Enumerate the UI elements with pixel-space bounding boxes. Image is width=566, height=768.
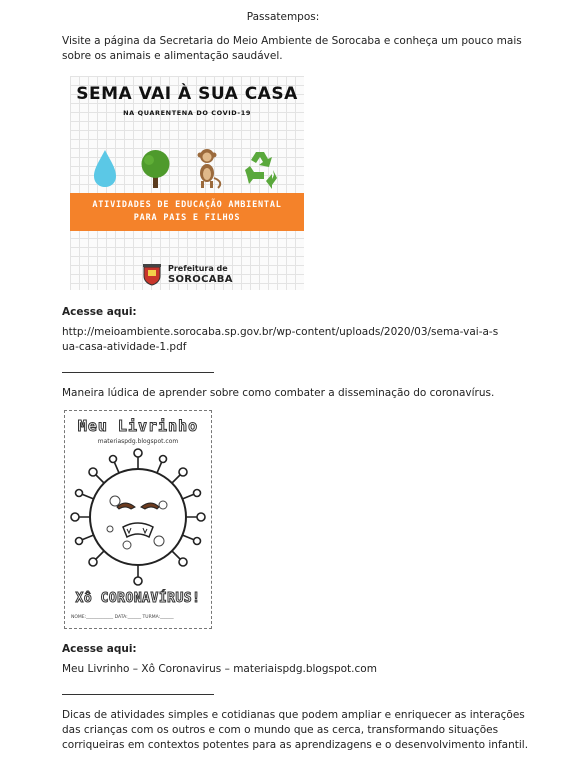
activities-description: Dicas de atividades simples e cotidianas que podem ampliar e enriquecer as interações das crianças com os outros e com o mundo que as cerca, transformando situações corriqueiras em contextos potentes para as aprendizagens e o desenvolvimento infantil. — [62, 709, 529, 751]
logo-line1: Prefeitura de — [168, 264, 228, 273]
sema-band-line1: ATIVIDADES DE EDUCAÇÃO AMBIENTAL — [92, 200, 282, 210]
tree-icon — [142, 150, 170, 188]
divider-2 — [62, 694, 214, 695]
water-drop-icon — [94, 150, 116, 187]
livrinho-blog: materiaspdg.blogspot.com — [97, 438, 179, 445]
livrinho-title: Meu Livrinho — [77, 417, 199, 435]
prefeitura-logo — [142, 264, 242, 286]
intro-paragraph: Visite a página da Secretaria do Meio Ambiente de Sorocaba e conheça um pouco mais sobre os animais e alimentação saudável. — [62, 35, 522, 62]
sema-orange-band — [70, 193, 304, 231]
section-title: Passatempos: — [246, 11, 320, 23]
sema-vai-a-sua-casa-image[interactable] — [70, 76, 304, 290]
meu-livrinho-image[interactable] — [64, 410, 212, 629]
recycle-icon — [245, 152, 277, 189]
sorocaba-crest-icon — [142, 264, 162, 286]
divider-1 — [62, 372, 214, 373]
sema-band-line2: PARA PAIS E FILHOS — [133, 213, 241, 223]
logo-line2: SOROCABA — [168, 274, 233, 285]
sema-pdf-link[interactable]: http://meioambiente.sorocaba.sp.gov.br/wp-content/uploads/2020/03/sema-vai-a-sua-casa-atividade-1.pdf — [62, 326, 499, 353]
livrinho-footer-fields: NOME:____________ DATA:______ TURMA:______ — [71, 615, 174, 620]
access-label-2: Acesse aqui: — [62, 643, 137, 655]
livrinho-bottom-title: Xô CORONAVÍRUS! — [75, 591, 201, 606]
sema-icons-row — [70, 146, 304, 190]
access-label-1: Acesse aqui: — [62, 306, 137, 318]
coronavirus-description: Maneira lúdica de aprender sobre como combater a disseminação do coronavírus. — [62, 387, 495, 399]
sema-card-title: SEMA VAI À SUA CASA — [76, 84, 298, 104]
sema-card-subtitle: NA QUARENTENA DO COVID-19 — [123, 109, 251, 117]
virus-illustration-icon — [65, 445, 211, 589]
monkey-icon — [198, 149, 221, 188]
livrinho-link[interactable]: Meu Livrinho – Xô Coronavirus – materiaispdg.blogspot.com — [62, 663, 377, 675]
